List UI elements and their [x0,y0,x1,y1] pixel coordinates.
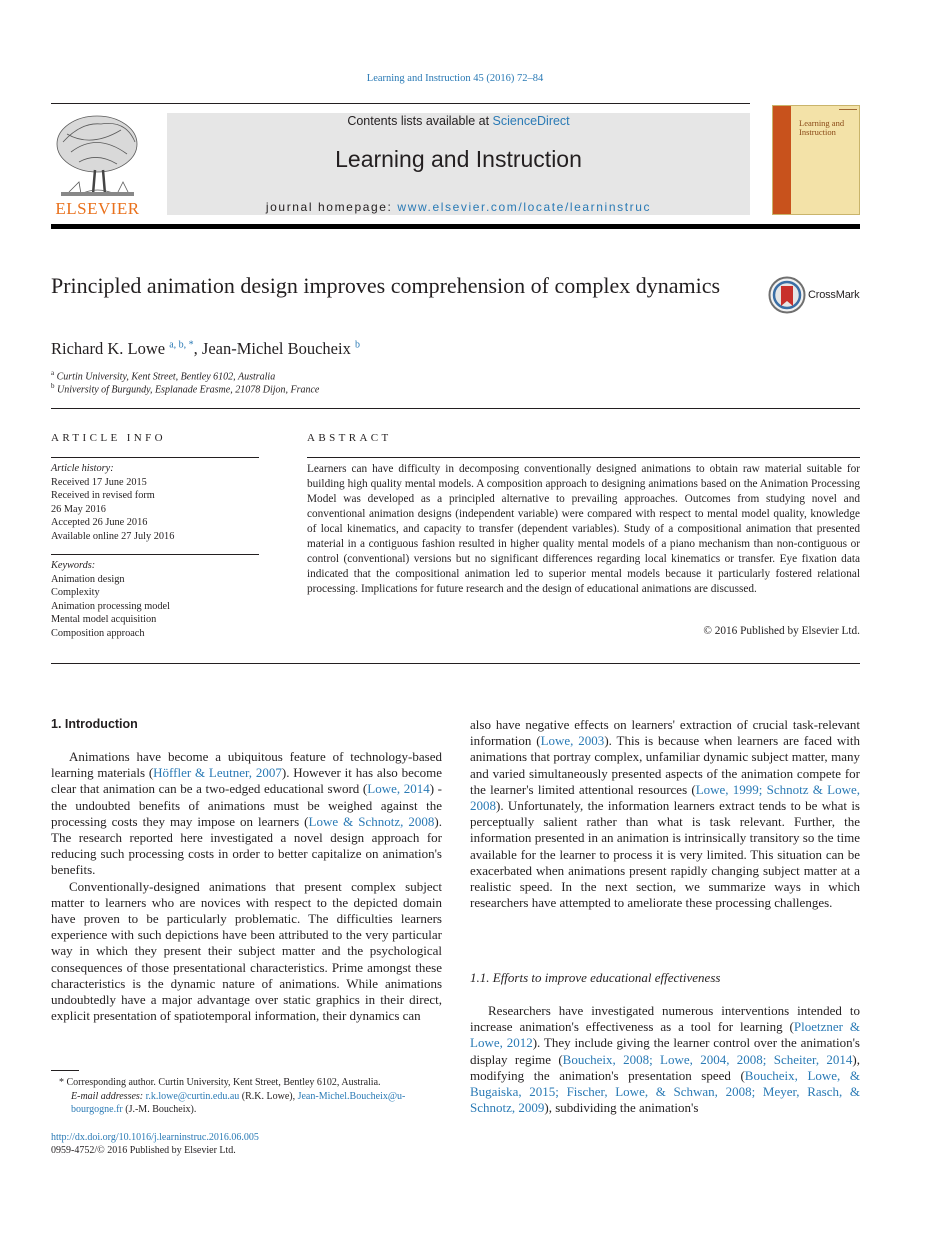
history-item: Accepted 26 June 2016 [51,517,148,528]
section-divider [51,663,860,664]
text-run: ) - the undoubted benefits of animations must be weighed against the processing costs they may impose on learners ( [51,781,442,829]
header-top-rule [51,103,750,104]
text-run: Researchers have investigated numerous interventions intended to increase animation's effectiveness as a tool for learning ( [470,1003,860,1035]
homepage-link[interactable]: www.elsevier.com/locate/learninstruc [397,200,652,214]
affiliation-b [51,382,319,395]
citation-link[interactable]: Boucheix, Lowe, & Bugaiska, 2015; Fischer, Lowe, & Schwan, 2008; Meyer, Rasch, & Schnotz, 2009 [470,1067,860,1116]
history-item: Available online 27 July 2016 [51,530,175,542]
author-lowe-affiliation-marks[interactable]: a, b, * [169,339,194,351]
text-run: ). They include giving the learner control over the animation's display regime ( [470,1035,860,1067]
history-item: Received 17 June 2015 [51,476,147,488]
article-info-heading: ARTICLE INFO [51,432,166,444]
sciencedirect-link[interactable]: ScienceDirect [492,114,570,128]
email-label: E-mail addresses: [71,1090,144,1102]
journal-title: Learning and Instruction [335,146,582,172]
history-item: Received in revised form [51,490,155,501]
journal-homepage-line [167,200,750,214]
keyword-item: Animation design [51,573,125,585]
citation-link[interactable]: Lowe, 2014 [367,781,430,797]
left-body-column [51,749,442,1024]
corresponding-author-footnote [51,1076,442,1117]
right-body-column [470,717,860,911]
abstract-copyright: © 2016 Published by Elsevier Ltd. [703,625,860,637]
text-run: ), subdividing the animation's [544,1100,699,1116]
section-divider [51,408,860,409]
issn-line: 0959-4752/© 2016 Published by Elsevier Ltd. [51,1145,236,1156]
cover-stripe [773,106,791,214]
author-lowe: Richard K. Lowe [51,339,166,358]
author-boucheix: Jean-Michel Boucheix [201,339,351,358]
footnote-mark: * [59,1077,64,1088]
text-run: ). However it has also become clear that animation can be a two-edged educational sword ( [51,765,442,797]
journal-reference[interactable]: Learning and Instruction 45 (2016) 72–84 [366,73,544,84]
email-link-lowe[interactable]: r.k.lowe@curtin.edu.au [145,1090,240,1102]
intro-paragraph-2: Conventionally-designed animations that present complex subject matter to learners who are novices with respect to the depicted domain have proven to be particularly problematic. The difficulties learners experience with such depictions have been attributed to the very particular way in which they present their subject matter and the psychological consequences of those presentational characteristics. Prime amongst these characteristics is the dynamic nature of animations. While animations undoubtedly have a major advantage over static graphics in their direct, explicit presentation of spatiotemporal information, their dynamics can [51,878,442,1024]
article-info-rule [51,457,259,458]
doi-link[interactable]: http://dx.doi.org/10.1016/j.learninstruc.2016.06.005 [51,1132,259,1143]
keyword-item: Mental model acquisition [51,614,157,625]
introduction-heading: 1. Introduction [51,717,138,731]
contents-available-line [167,114,750,128]
email-link-boucheix[interactable]: Jean-Michel.Boucheix@u-bourgogne.fr [71,1090,406,1115]
text-run: ), modifying the animation's presentation speed ( [470,1051,860,1083]
publisher-wordmark: ELSEVIER [55,199,140,218]
text-run: ). Unfortunately, the information learners extract tends to be what is perceptually salient rather than what is task relevant. Further, the information presented in an animation is intrinsically transitory so the time available for the learner to process it is very limited. This situation can be exacerbated when animations present rapidly changing subject matter at a realistic speed. In the next section, we summarize ways in which researchers have attempted to ameliorate these processing challenges. [470,798,860,911]
footnote-corresponding [51,1076,442,1090]
footnote-emails [51,1090,442,1117]
keyword-item: Animation processing model [51,600,170,612]
affiliation-text: University of Burgundy, Esplanade Erasme, 21078 Dijon, France [57,384,320,396]
keyword-item: Complexity [51,587,100,598]
right-body-column-continued [470,1003,860,1116]
affiliation-a [51,369,275,382]
affiliation-mark: b [51,382,55,390]
author-separator: , [193,339,202,358]
subsection-heading: 1.1. Efforts to improve educational effectiveness [470,970,721,985]
article-history [51,462,259,543]
keyword-item: Composition approach [51,627,145,639]
intro-paragraph-3 [470,717,860,911]
text-run: Animations have become a ubiquitous feature of technology-based learning materials ( [51,749,442,781]
abstract-text: Learners can have difficulty in decomposing conventionally designed animations to obtain raw material suitable for building high quality mental models. A composition approach to designing animations based on the Animation Processing Model was developed as a principled alternative to prevailing approaches. Outcomes from studying novel and conventional animation designs (independent variable) were compared with respect to mental model quality, knowledge of local kinematics, and capacity to transfer (dependent variables). Study of a compositional animation that presented material in a contiguous fashion resulted in higher quality mental models of a piano mechanism than non-contiguous or control (conventional) versions but no significant differences regarding local kinematics or transfer. Eye fixation data indicated that the compositional animation led to superior mental models because it particularly fostered relational processing. Implications for future research and the design of educational animations are discussed. [307,463,860,595]
text-run: ). This is because when learners are faced with animations that portray complex, unfamiliar dynamic subject matter, many and varied simultaneously presented aspects of the animation compete for the learner's limited attentional resources ( [470,733,860,797]
intro-paragraph-1 [51,749,442,879]
keywords-rule [51,554,259,555]
history-item: 26 May 2016 [51,503,106,515]
cover-top-line [839,109,857,110]
text-run: ). The research reported here investigated a novel design approach for reducing such processing costs in order to better capitalize on animation's benefits. [51,813,443,878]
footnote-rule [51,1070,79,1071]
journal-cover-thumbnail[interactable] [772,105,860,215]
footnote-corresponding-text: Corresponding author. Curtin University, Kent Street, Bentley 6102, Australia. [66,1077,381,1088]
citation-link[interactable]: Lowe & Schnotz, 2008 [308,813,435,829]
citation-link[interactable]: Höffler & Leutner, 2007 [153,765,282,781]
header-bottom-rule [51,224,860,229]
citation-link[interactable]: Lowe, 1999; Schnotz & Lowe, 2008 [470,781,860,814]
abstract-heading: ABSTRACT [307,432,392,444]
affiliation-text: Curtin University, Kent Street, Bentley 6102, Australia [56,371,276,383]
cover-title: Learning and Instruction [799,118,845,137]
contents-prefix: Contents lists available at [347,114,493,128]
text-run: also have negative effects on learners' extraction of crucial task-relevant information ( [470,717,860,749]
abstract-rule [307,457,860,458]
citation-link[interactable]: Boucheix, 2008; Lowe, 2004, 2008; Scheiter, 2014 [562,1051,853,1067]
author-list [51,339,360,359]
history-label: Article history: [51,463,114,474]
email-owner: (R.K. Lowe), [239,1090,298,1102]
email-owner: (J.-M. Boucheix). [122,1104,197,1115]
crossmark-label[interactable]: CrossMark [808,289,860,301]
affiliation-mark: a [51,369,55,377]
keywords-label: Keywords: [51,560,96,571]
intro-paragraph-4 [470,1003,860,1116]
article-title: Principled animation design improves comprehension of complex dynamics [51,273,721,298]
citation-link[interactable]: Lowe, 2003 [540,733,605,749]
citation-link[interactable]: Ploetzner & Lowe, 2012 [470,1019,860,1051]
crossmark-icon[interactable] [768,276,806,314]
author-boucheix-affiliation-mark[interactable]: b [354,339,360,351]
keywords-block [51,559,259,640]
homepage-prefix: journal homepage: [265,200,398,214]
